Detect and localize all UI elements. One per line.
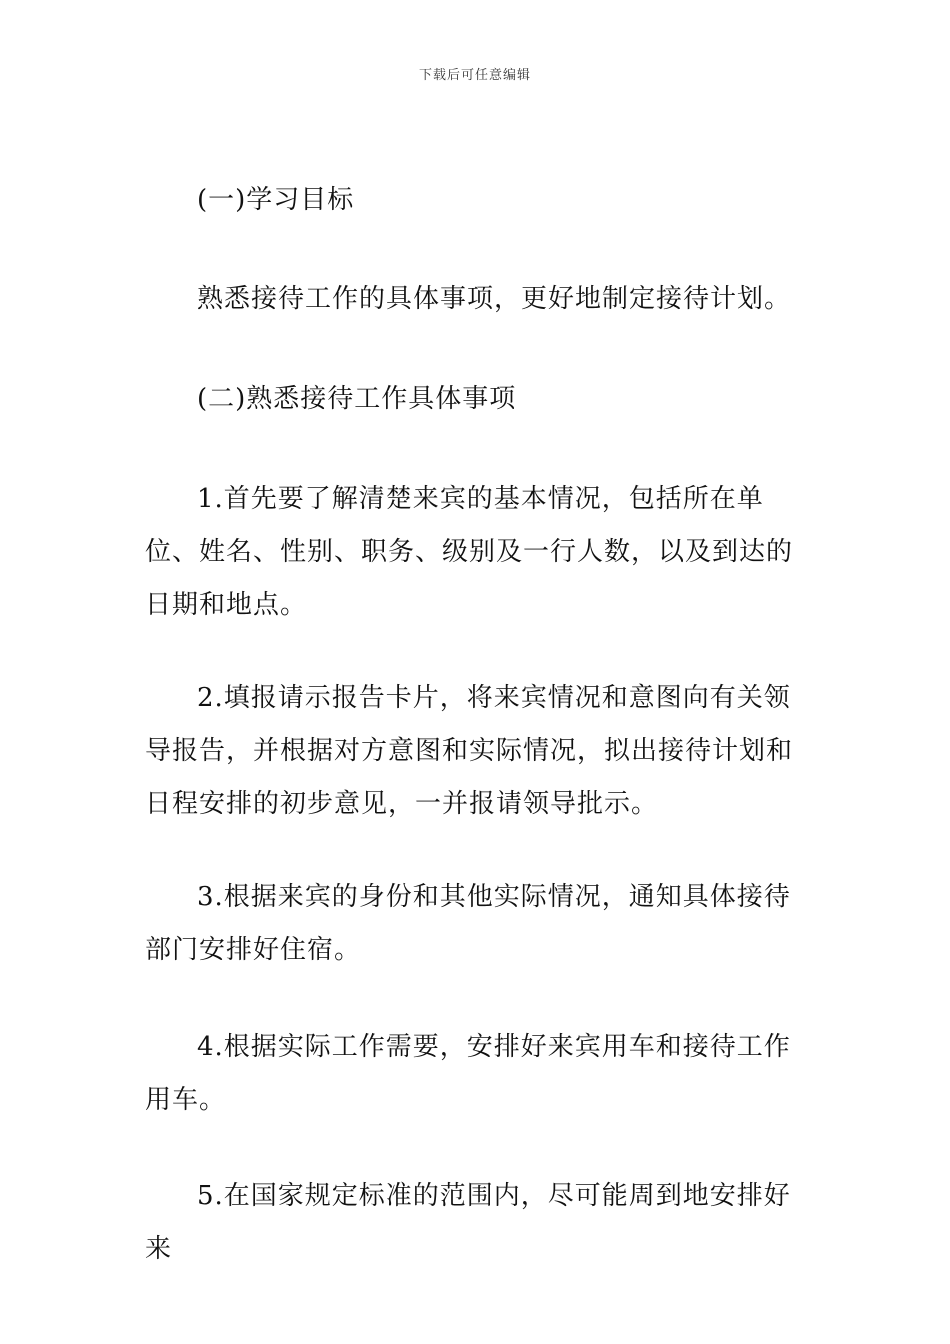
paragraph-item-2: 2.填报请示报告卡片，将来宾情况和意图向有关领导报告，并根据对方意图和实际情况，拟出接待计划和日程安排的初步意见，一并报请领导批示。 xyxy=(145,683,794,819)
paragraph-goal-text: 熟悉接待工作的具体事项，更好地制定接待计划。 xyxy=(197,284,792,314)
paragraph-item-1: 1.首先要了解清楚来宾的基本情况，包括所在单位、姓名、性别、职务、级别及一行人数，以及到达的日期和地点。 xyxy=(145,484,794,620)
section-heading-learning-goal: (一)学习目标 xyxy=(197,185,355,215)
page-header-note: 下载后可任意编辑 xyxy=(418,68,531,83)
paragraph-item-3: 3.根据来宾的身份和其他实际情况，通知具体接待部门安排好住宿。 xyxy=(145,882,791,965)
section-heading-reception-items: (二)熟悉接待工作具体事项 xyxy=(197,384,517,414)
paragraph-item-4: 4.根据实际工作需要，安排好来宾用车和接待工作用车。 xyxy=(145,1032,791,1115)
paragraph-item-5: 5.在国家规定标准的范围内，尽可能周到地安排好来 xyxy=(145,1181,791,1264)
